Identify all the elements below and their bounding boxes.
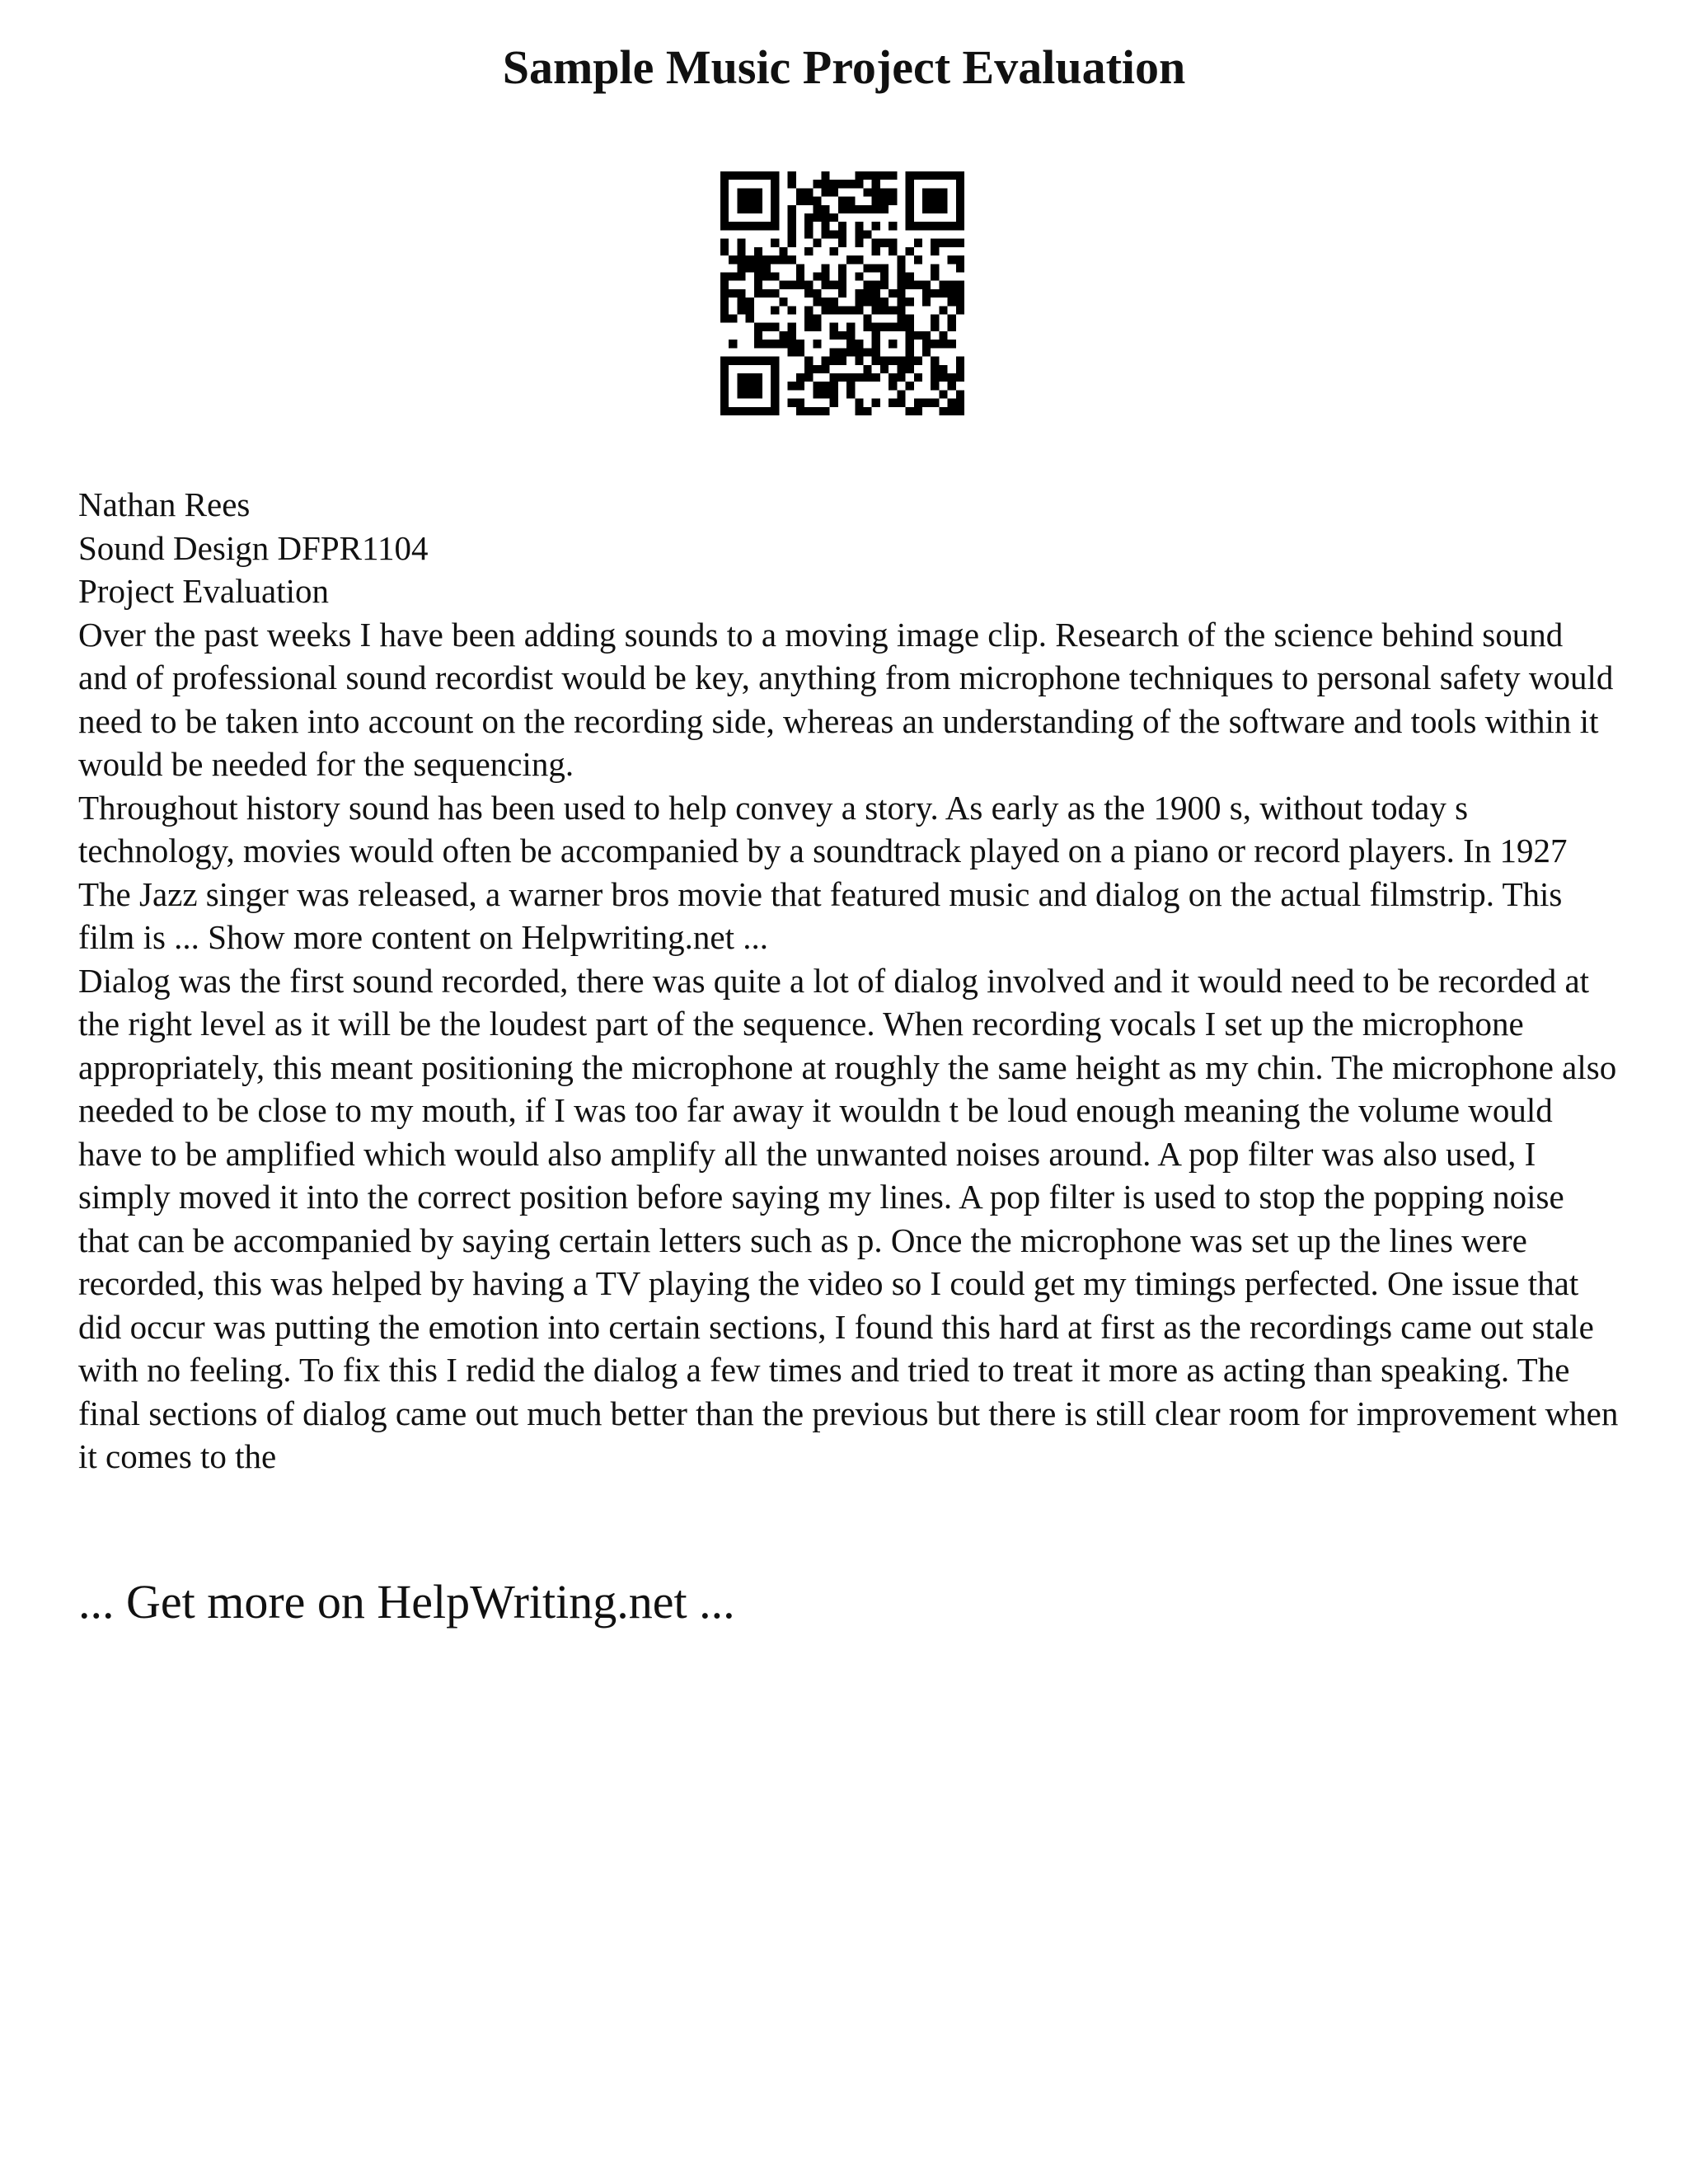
body-paragraph: Dialog was the first sound recorded, there was quite a lot of dialog involved and it would need to be recorded at the right level as it will be the loudest part of the sequence. When recording vocals I set up the microphone appropriately, this meant positioning the microphone at roughly the same height as my chin. The microphone also needed to be close to my mouth, if I was too far away it wouldn t be loud enough meaning the volume would have to be amplified which would also amplify all the unwanted noises around. A pop filter was also used, I simply moved it into the correct position before saying my lines. A pop filter is used to stop the popping noise that can be accompanied by saying certain letters such as p. Once the microphone was set up the lines were recorded, this was helped by having a TV playing the video so I could get my timings perfected. One issue that did occur was putting the emotion into certain sections, I found this hard at first as the recordings came out stale with no feeling. To fix this I redid the dialog a few times and tried to treat it more as acting than speaking. The final sections of dialog came out much better than the previous but there is still clear room for improvement when it comes to the [78, 961, 1619, 1475]
body-paragraph: Over the past weeks I have been adding sounds to a moving image clip. Research of the science behind sound and of professional sound recordist would be key, anything from microphone techniques to personal safety would need to be taken into account on the recording side, whereas an understanding of the software and tools within it would be needed for the sequencing. [78, 615, 1614, 783]
document-body [78, 483, 1620, 1479]
qr-code-icon[interactable] [720, 171, 964, 415]
document-type: Project Evaluation [78, 572, 329, 610]
body-paragraph: Throughout history sound has been used to help convey a story. As early as the 1900 s, without today s technology, movies would often be accompanied by a soundtrack played on a piano or record players. In 1927 The Jazz singer was released, a warner bros movie that featured music and dialog on the actual filmstrip. This film is ... Show more content on Helpwriting.net ... [78, 788, 1568, 956]
author-name: Nathan Rees [78, 485, 251, 523]
get-more-link[interactable]: ... Get more on HelpWriting.net ... [78, 1575, 735, 1629]
document-title: Sample Music Project Evaluation [502, 40, 1186, 94]
course-name: Sound Design DFPR1104 [78, 528, 429, 567]
